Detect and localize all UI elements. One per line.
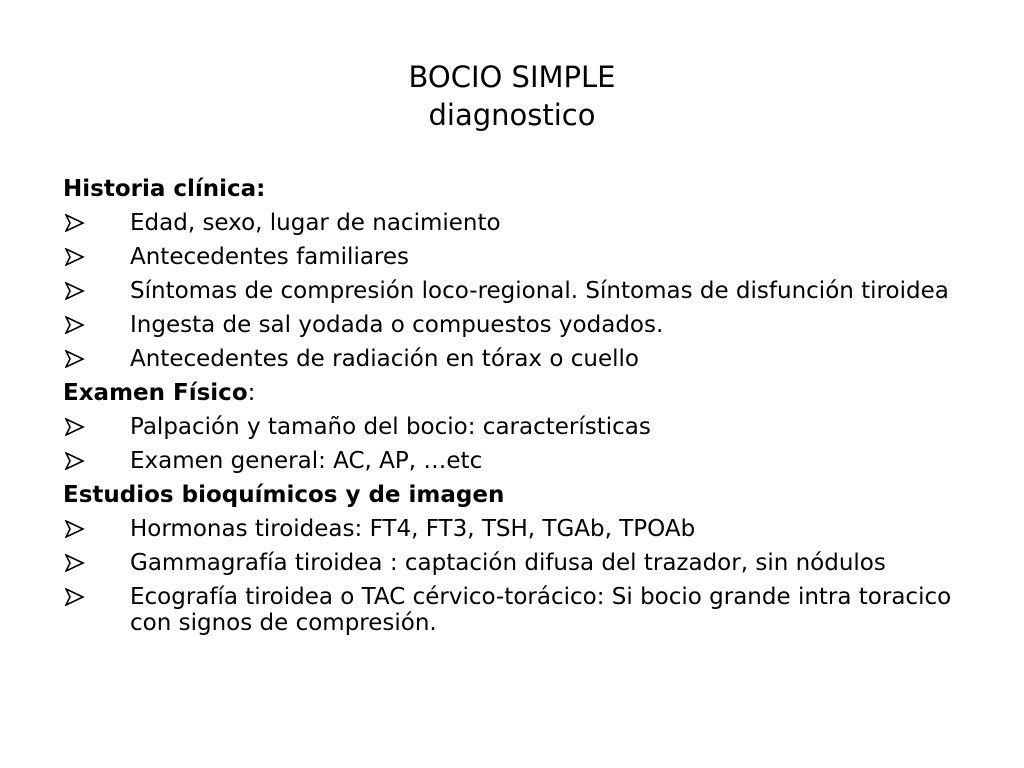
list-item: Ecografía tiroidea o TAC cérvico-torácico: Si bocio grande intra toracico con signos de compresión. <box>63 584 968 636</box>
section-heading-historia: Historia clínica: <box>63 176 266 202</box>
list-item: Ingesta de sal yodada o compuestos yodados. <box>63 312 968 338</box>
slide-title <box>0 58 1024 134</box>
arrowhead-bullet-icon <box>65 350 85 368</box>
arrowhead-bullet-icon <box>65 214 85 232</box>
list-item: Palpación y tamaño del bocio: características <box>63 414 968 440</box>
arrowhead-bullet-icon <box>65 282 85 300</box>
arrowhead-bullet-icon <box>65 452 85 470</box>
arrowhead-bullet-icon <box>65 248 85 266</box>
arrowhead-bullet-icon <box>65 418 85 436</box>
title-main: BOCIO SIMPLE <box>408 60 616 94</box>
list-item: Síntomas de compresión loco-regional. Síntomas de disfunción tiroidea <box>63 278 968 304</box>
arrowhead-bullet-icon <box>65 316 85 334</box>
slide-content <box>63 176 968 644</box>
list-item: Examen general: AC, AP, …etc <box>63 448 968 474</box>
arrowhead-bullet-icon <box>65 520 85 538</box>
list-item: Gammagrafía tiroidea : captación difusa del trazador, sin nódulos <box>63 550 968 576</box>
arrowhead-bullet-icon <box>65 554 85 572</box>
list-item: Edad, sexo, lugar de nacimiento <box>63 210 968 236</box>
list-item: Hormonas tiroideas: FT4, FT3, TSH, TGAb, TPOAb <box>63 516 968 542</box>
list-item: Antecedentes familiares <box>63 244 968 270</box>
list-item: Antecedentes de radiación en tórax o cuello <box>63 346 968 372</box>
section-heading-examen: Examen Físico: <box>63 380 256 406</box>
title-subtitle: diagnostico <box>428 98 596 132</box>
arrowhead-bullet-icon <box>65 588 85 606</box>
section-heading-estudios: Estudios bioquímicos y de imagen <box>63 482 505 508</box>
